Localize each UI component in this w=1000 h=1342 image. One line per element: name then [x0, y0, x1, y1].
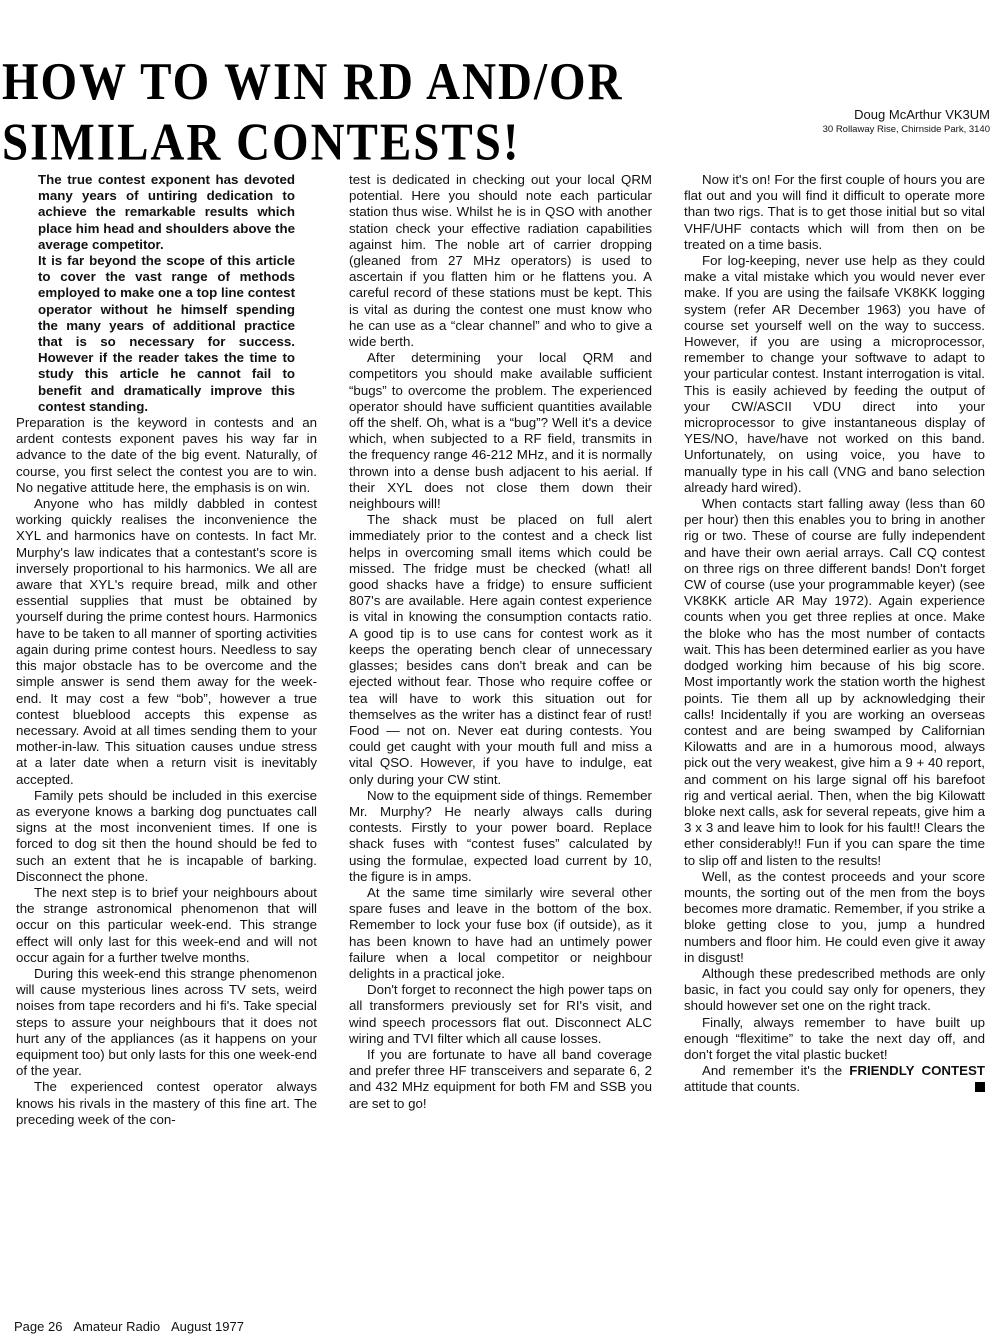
article-headline: [2, 52, 624, 173]
page-number: Page 26: [14, 1319, 63, 1334]
issue-date: August 1977: [170, 1319, 244, 1334]
magazine-name: Amateur Radio: [73, 1319, 161, 1334]
body-paragraph: If you are fortunate to have all band coverage and prefer three HF transceivers and separate 6, 2 and 432 MHz equipment for both FM and SSB you are set to go!: [349, 1046, 652, 1111]
body-paragraph: Family pets should be included in this exercise as everyone knows a barking dog punctuates call signs at the most inconvenient times. If one is forced to dog sit then the hound should be fed to such an extent that he is incapable of barking. Disconnect the phone.: [16, 787, 317, 884]
body-paragraph: Anyone who has mildly dabbled in contest working quickly realises the inconvenience the XYL and harmonics have on contests. In fact Mr. Murphy's law indicates that a contestant's score is inversely proportional to his harmonics. We all are aware that XYL's require bread, milk and other essential supplies that must be obtained by yourself during the prime contest hours. Harmonics have to be taken to all manner of sporting activities again during prime contest hours. Needless to say this major obstacle has to be overcome and the simple answer is send them away for the week-end. It may cost a few “bob”, however a true contest blueblood accepts this expense as necessary. Avoid at all times sending them to your mother-in-law. This situation causes undue stress at a later date when a return visit is inevitably accepted.: [16, 496, 317, 787]
byline: [823, 106, 990, 136]
column-2: [349, 172, 652, 1112]
body-paragraph: The shack must be placed on full alert immediately prior to the contest and a check list helps in overcoming small items which could be missed. The fridge must be checked (what! all good shacks have a fridge) to ensure sufficient 807's are available. Here again contest experience is vital in knowing the consumption contacts ratio. A good tip is to use cans for contest work as it keeps the operating bench clear of unnecessary glasses; besides cans don't break and can be ejected without fear. Those who require coffee or tea will have to work this situation out for themselves as the writer has a distinct fear of rust! Food — not on. Never eat during contests. You could get caught with your mouth full and miss a vital QSO. However, if you have to indulge, eat only during your CW stint.: [349, 512, 652, 787]
body-paragraph: Although these predescribed methods are only basic, in fact you could say only for openers, they should however set one on the right track.: [684, 965, 985, 1014]
author-name: Doug McArthur VK3UM: [854, 107, 990, 122]
author-address: 30 Rollaway Rise, Chirnside Park, 3140: [822, 124, 990, 135]
column-3: [684, 172, 985, 1096]
closing-text: And remember it's the: [702, 1063, 850, 1079]
closing-text-end: attitude that counts.: [684, 1079, 801, 1095]
body-paragraph: After determining your local QRM and competitors you should make available sufficient “bugs” to overcome the problem. The experienced operator should have sufficient quantities available off the shelf. Oh, what is a “bug”? Well it's a device which, when subjected to a RF field, transmits in the frequency range 46-212 MHz, and it is normally thrown into a dense bush adjacent to his aerial. If their XYL does not close them down their neighbours will!: [349, 350, 652, 512]
body-paragraph: test is dedicated in checking out your local QRM potential. Here you should note each particular station thus wise. Whilst he is in QSO with another station check your effective radiation capabilities against him. The noble art of carrier dropping (gleaned from 27 MHz operators) is used to ascertain if you flatten him or he flattens you. A careful record of these stations must be kept. This is vital as during the contest one must know who he can use as a “clear channel” and who to give a wide berth.: [349, 172, 652, 350]
intro-paragraph: It is far beyond the scope of this article to cover the vast range of methods employed to make one a top line contest operator without he himself spending the many years of additional practice that is so necessary for success. However if the reader takes the time to study this article he cannot fail to benefit and dramatically improve this contest standing.: [38, 253, 295, 414]
headline-line-2: SIMILAR CONTESTS!: [2, 113, 521, 172]
body-paragraph: Don't forget to reconnect the high power taps on all transformers previously set for RI's visit, and wind speech processors flat out. Disconnect ALC wiring and TVI filter which all cause losses.: [349, 982, 652, 1046]
body-paragraph: The experienced contest operator always knows his rivals in the mastery of this fine art. The preceding week of the con-: [16, 1079, 317, 1127]
column-1: [16, 172, 317, 1128]
closing-paragraph: [684, 1063, 985, 1095]
body-paragraph: For log-keeping, never use help as they could make a vital mistake which you would never ever make. If you are using the failsafe VK8KK logging system (refer AR December 1963) you have of course set yourself well on the way to success. However, if you are using a microprocessor, remember to change your softwave to adapt to your particular contest. Instant interrogation is vital. This is easily achieved by feeding the output of your CW/ASCII VDU direct into your microprocessor to give instantaneous display of YES/NO, have/have not worked on this band. Unfortunately, on using voice, you have to manually type in his call (VNG and bano selection already hard wired).: [684, 253, 985, 495]
body-paragraph: At the same time similarly wire several other spare fuses and leave in the bottom of the box. Remember to lock your fuse box (if outside), as it has been known to have had an untimely power failure when a local competitor or neighbour delights in a practical joke.: [349, 884, 652, 981]
body-paragraph: Now to the equipment side of things. Remember Mr. Murphy? He nearly always calls during contests. Firstly to your power board. Replace shack fuses with “contest fuses” calculated by using the formulae, expected load current by 10, the figure is in amps.: [349, 787, 652, 884]
body-paragraph: Preparation is the keyword in contests and an ardent contests exponent paves his way far in advance to the date of the big event. Naturally, of course, you first select the contest you are to win. No negative attitude here, the emphasis is on win.: [16, 415, 317, 495]
closing-emphasis: FRIENDLY CONTEST: [849, 1063, 985, 1079]
body-paragraph: Finally, always remember to have built up enough “flexitime” to take the next day off, and don't forget the vital plastic bucket!: [684, 1014, 985, 1062]
page-footer: [14, 1319, 252, 1335]
end-of-article-mark: [975, 1082, 985, 1092]
body-paragraph: When contacts start falling away (less than 60 per hour) then this enables you to bring in another rig or two. These of course are fully independent and have their own aerial arrays. Call CQ contest on three rigs on three different bands! Don't forget CW of course (use your programmable keyer) (see VK8KK article AR May 1972). Again experience counts when you get three replies at once. Make the bloke who has the most number of contacts wait. This has been determined earlier as you have dodged working him because of his big score. Most importantly work the station worth the highest points. Tie them all up by acknowledging their calls! Incidentally if you are working an overseas contest and are being swamped by Californian Kilowatts and are in a humorous mood, always pick out the very weakest, give him a 9 + 40 report, and comment on his large signal off his barefoot rig and vertical aerial. Then, when the big Kilowatt bloke next calls, ask for several repeats, give him a 3 x 3 and leave him to look for his fault!! Clears the ether considerably!! Fun if you can spare the time to slip off and listen to the results!: [684, 496, 985, 868]
body-paragraph: Well, as the contest proceeds and your score mounts, the sorting out of the men from the boys becomes more dramatic. Remember, if you strike a bloke getting close to you, jump a hundred numbers and floor him. He could even give it away in disgust!: [684, 868, 985, 965]
body-paragraph: During this week-end this strange phenomenon will cause mysterious lines across TV sets, weird noises from tape recorders and hi fi's. Take special steps to assure your neighbours that it does not hurt any of the appliances (as it happens on your equipment too) but only lasts for this one week-end of the year.: [16, 965, 317, 1079]
intro-paragraph: The true contest exponent has devoted many years of untiring dedication to achieve the remarkable results which place him head and shoulders above the average competitor.: [38, 172, 295, 252]
body-paragraph: The next step is to brief your neighbours about the strange astronomical phenomenon that will occur on this particular week-end. This strange effect will only last for this week-end and will not occur again for a further twelve months.: [16, 884, 317, 965]
body-paragraph: Now it's on! For the first couple of hours you are flat out and you will find it difficult to operate more than two rigs. That is to get those initial but so vital VHF/UHF contacts which will from then on be treated on a time basis.: [684, 172, 985, 252]
headline-line-1: HOW TO WIN RD AND/OR: [2, 53, 624, 112]
